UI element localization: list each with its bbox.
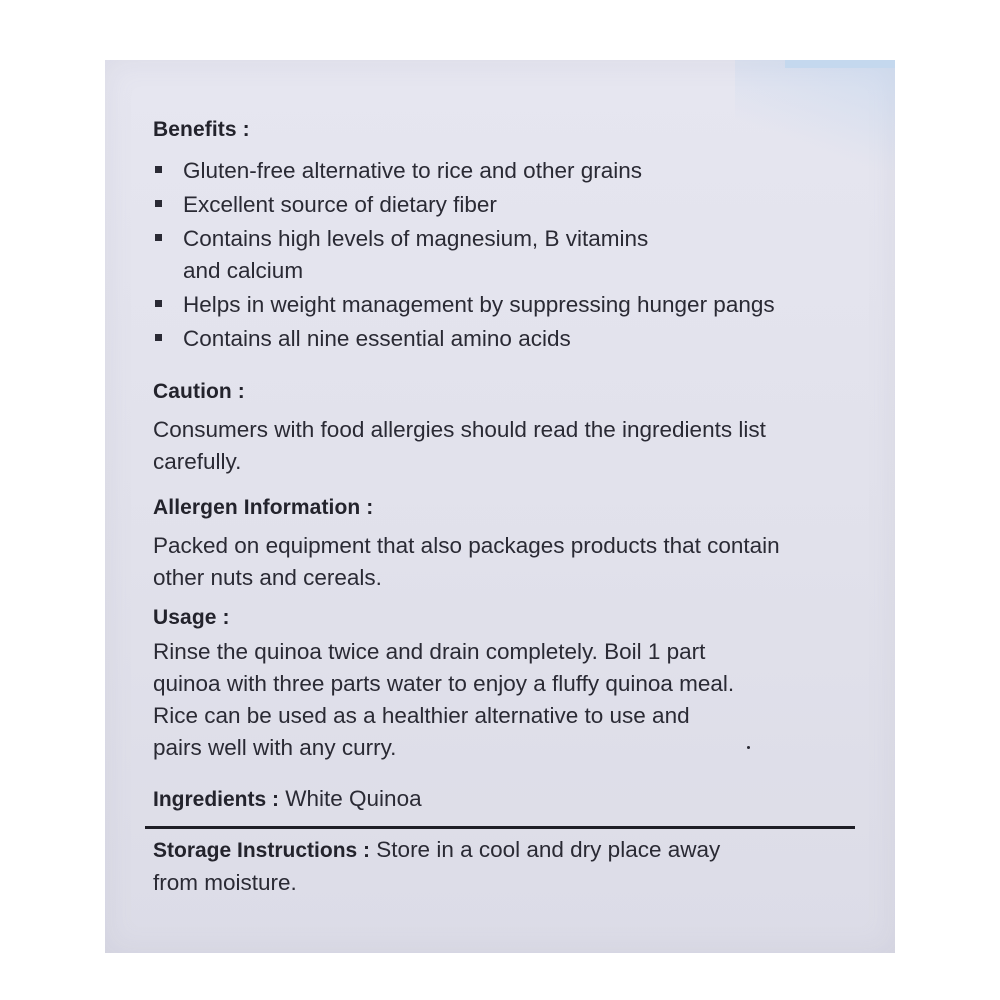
- usage-text-line: Rice can be used as a healthier alternative to use and: [153, 703, 690, 728]
- caution-text-line: Consumers with food allergies should read the ingredients list: [153, 417, 766, 442]
- benefit-text: Helps in weight management by suppressing hunger pangs: [183, 292, 775, 317]
- benefits-list: [153, 155, 853, 357]
- bullet-square-icon: [155, 334, 162, 341]
- benefit-item: [153, 155, 853, 187]
- corner-tint-strip: [785, 60, 895, 68]
- caution-heading: Caution :: [153, 380, 245, 403]
- bullet-square-icon: [155, 166, 162, 173]
- ingredients-value: White Quinoa: [285, 786, 422, 811]
- caution-text-line: carefully.: [153, 449, 242, 474]
- usage-text-line: pairs well with any curry.: [153, 735, 397, 760]
- usage-section: [153, 636, 853, 764]
- benefit-text: Contains all nine essential amino acids: [183, 326, 571, 351]
- benefit-text-continued: and calcium: [183, 258, 304, 283]
- bullet-square-icon: [155, 234, 162, 241]
- benefit-text: Contains high levels of magnesium, B vitamins: [183, 226, 649, 251]
- benefits-heading: Benefits :: [153, 118, 250, 141]
- usage-heading: Usage :: [153, 606, 230, 629]
- product-label-panel: [105, 60, 895, 953]
- benefit-text: Excellent source of dietary fiber: [183, 192, 497, 217]
- usage-text-line: Rinse the quinoa twice and drain completely. Boil 1 part: [153, 639, 706, 664]
- bullet-square-icon: [155, 200, 162, 207]
- benefit-item: [153, 289, 853, 321]
- storage-heading: Storage Instructions :: [153, 839, 371, 862]
- ingredients-heading: Ingredients :: [153, 788, 280, 811]
- storage-value: Store in a cool and dry place away: [376, 837, 721, 862]
- benefit-item: [153, 189, 853, 221]
- bullet-square-icon: [155, 300, 162, 307]
- benefit-text: Gluten-free alternative to rice and other grains: [183, 158, 642, 183]
- print-speck: [747, 746, 750, 749]
- storage-section: [153, 834, 853, 899]
- section-divider: [145, 826, 855, 829]
- allergen-section: [153, 530, 853, 594]
- usage-text-line: quinoa with three parts water to enjoy a fluffy quinoa meal.: [153, 671, 735, 696]
- ingredients-row: [153, 783, 873, 816]
- caution-section: [153, 414, 853, 478]
- benefit-item: [153, 323, 853, 355]
- allergen-text-line: other nuts and cereals.: [153, 565, 382, 590]
- storage-value-continued: from moisture.: [153, 870, 297, 895]
- benefit-item: [153, 223, 853, 287]
- allergen-heading: Allergen Information :: [153, 496, 374, 519]
- corner-tint: [735, 60, 895, 170]
- allergen-text-line: Packed on equipment that also packages products that contain: [153, 533, 780, 558]
